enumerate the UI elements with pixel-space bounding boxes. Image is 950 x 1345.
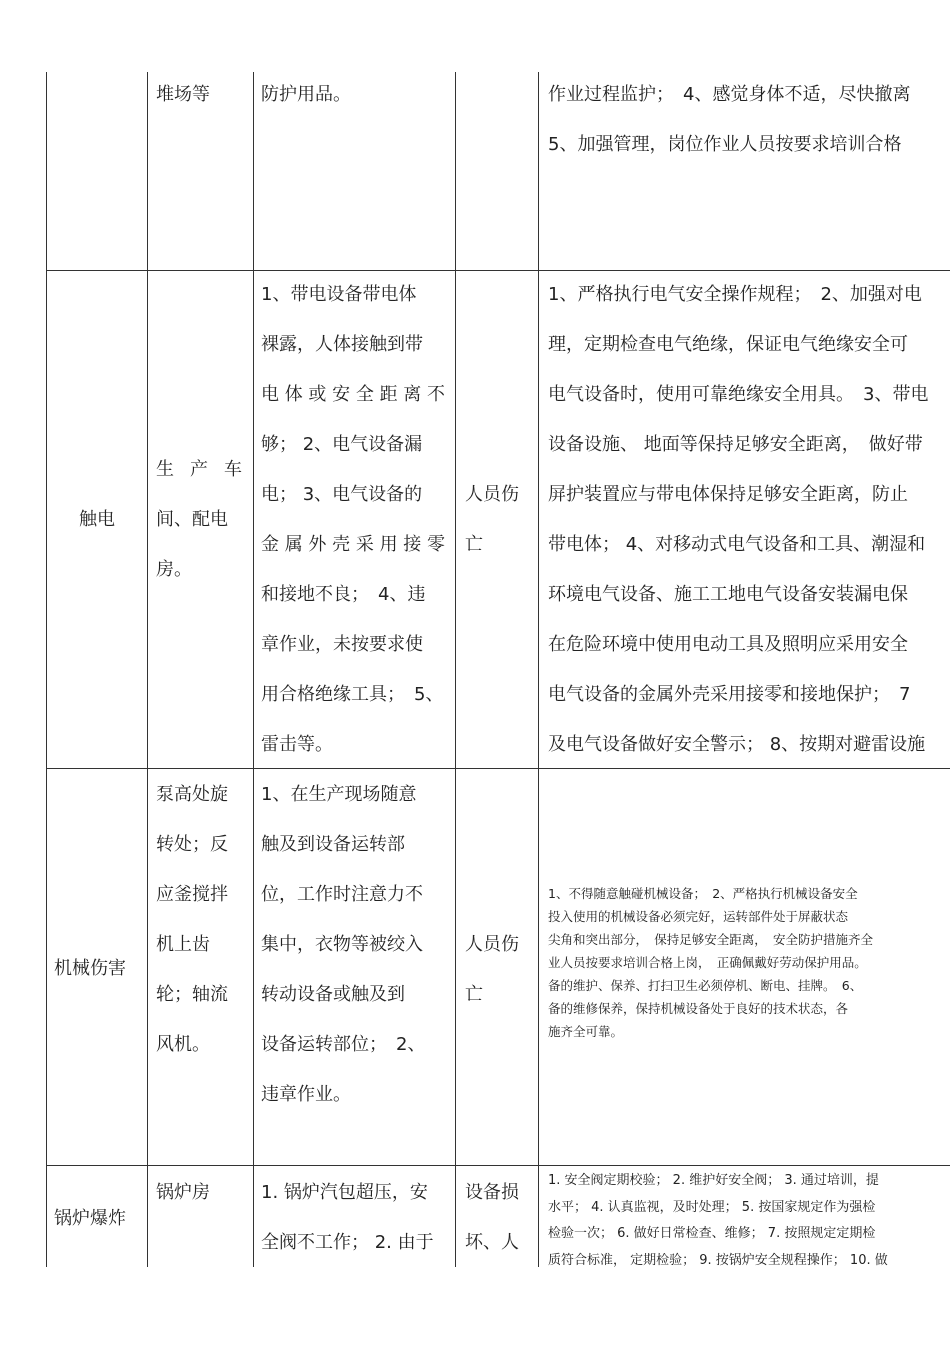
consequence-line: 人员伤 <box>465 934 519 955</box>
location-line: 风机。 <box>156 1034 210 1055</box>
measures-cell <box>548 882 873 1043</box>
measures-line: 及电气设备做好安全警示； 8、按期对避雷设施 <box>548 734 926 755</box>
measures-line: 带电体； 4、对移动式电气设备和工具、潮湿和 <box>548 534 926 555</box>
hazard-name: 触电 <box>79 509 115 530</box>
consequence-line: 亡 <box>465 984 483 1005</box>
measures-line: 业人员按要求培训合格上岗， 正确佩戴好劳动保护用品。 <box>548 955 867 970</box>
measures-line: 质符合标准， 定期检验； 9. 按锅炉安全规程操作； 10. 做 <box>548 1252 888 1268</box>
consequence-line: 设备损 <box>465 1182 519 1203</box>
measures-line: 电气设备的金属外壳采用接零和接地保护； 7 <box>548 684 911 705</box>
causes-line: 转动设备或触及到 <box>261 984 405 1005</box>
consequence-line: 坏、人 <box>465 1232 519 1253</box>
causes-line: 全阀不工作； 2. 由于 <box>261 1232 434 1253</box>
measures-cell <box>548 270 928 770</box>
measures-line: 作业过程监护； 4、感觉身体不适，尽快撤离 <box>548 84 911 105</box>
location-line: 堆场等 <box>156 84 210 105</box>
measures-line: 1、不得随意触碰机械设备； 2、严格执行机械设备安全 <box>548 886 858 901</box>
causes-line: 位，工作时注意力不 <box>261 884 423 905</box>
consequence-line: 人员伤 <box>465 484 519 505</box>
causes-cell <box>261 70 351 120</box>
location-cell <box>156 445 242 595</box>
column-divider <box>538 72 539 1267</box>
measures-line: 环境电气设备、施工工地电气设备安装漏电保 <box>548 584 908 605</box>
consequence-cell <box>465 1168 519 1268</box>
table-border-left <box>46 72 47 1267</box>
location-line: 机上齿 <box>156 934 210 955</box>
hazard-cell <box>54 1194 126 1244</box>
causes-line: 防护用品。 <box>261 84 351 105</box>
consequence-line: 亡 <box>465 534 483 555</box>
hazard-name: 锅炉爆炸 <box>54 1208 126 1229</box>
measures-line: 施齐全可靠。 <box>548 1024 624 1039</box>
causes-line: 触及到设备运转部 <box>261 834 405 855</box>
measures-line: 1、严格执行电气安全操作规程； 2、加强对电 <box>548 284 922 305</box>
measures-line: 在危险环境中使用电动工具及照明应采用安全 <box>548 634 908 655</box>
measures-line: 备的维修保养，保持机械设备处于良好的技术状态，各 <box>548 1001 849 1016</box>
measures-line: 5、加强管理，岗位作业人员按要求培训合格 <box>548 134 902 155</box>
causes-line: 集中，衣物等被绞入 <box>261 934 423 955</box>
causes-line: 1、在生产现场随意 <box>261 784 417 805</box>
hazard-name: 机械伤害 <box>54 958 126 979</box>
measures-line: 尖角和突出部分， 保持足够安全距离， 安全防护措施齐全 <box>548 932 874 947</box>
column-divider <box>455 72 456 1267</box>
hazard-cell <box>54 944 126 994</box>
column-divider <box>253 72 254 1267</box>
measures-line: 备的维护、保养、打扫卫生必须停机、断电、挂牌。 6、 <box>548 978 863 993</box>
causes-cell <box>261 1168 434 1268</box>
row-divider <box>46 1165 950 1166</box>
measures-line: 电气设备时，使用可靠绝缘安全用具。 3、带电 <box>548 384 929 405</box>
causes-line: 章作业，未按要求使 <box>261 634 423 655</box>
measures-cell <box>548 70 910 170</box>
consequence-cell <box>465 470 519 570</box>
causes-line: 雷击等。 <box>261 734 333 755</box>
causes-cell <box>261 770 425 1120</box>
location-line: 转处；反 <box>156 834 228 855</box>
location-line: 轮；轴流 <box>156 984 228 1005</box>
causes-cell <box>261 270 445 770</box>
location-cell <box>156 770 228 1070</box>
measures-line: 检验一次； 6. 做好日常检查、维修； 7. 按照规定定期检 <box>548 1226 876 1241</box>
causes-line: 1、带电设备带电体 <box>261 284 417 305</box>
causes-line: 1. 锅炉汽包超压，安 <box>261 1182 428 1203</box>
column-divider <box>147 72 148 1267</box>
causes-line: 设备运转部位； 2、 <box>261 1034 426 1055</box>
measures-line: 投入使用的机械设备必须完好，运转部件处于屏蔽状态 <box>548 909 849 924</box>
location-line: 锅炉房 <box>156 1182 210 1203</box>
causes-line: 和接地不良； 4、违 <box>261 584 426 605</box>
location-cell <box>156 70 210 120</box>
consequence-cell <box>465 920 519 1020</box>
hazard-cell <box>47 495 147 545</box>
location-line: 生 产 车 <box>156 459 242 480</box>
measures-line: 水平； 4. 认真监视，及时处理； 5. 按国家规定作为强检 <box>548 1199 876 1215</box>
location-line: 泵高处旋 <box>156 784 228 805</box>
location-line: 房。 <box>156 559 192 580</box>
causes-line: 够； 2、电气设备漏 <box>261 434 423 455</box>
measures-line: 1. 安全阀定期校验； 2. 维护好安全阀； 3. 通过培训，提 <box>548 1173 879 1188</box>
causes-line: 电体或安全距离不 <box>261 384 445 405</box>
location-line: 应釜搅拌 <box>156 884 228 905</box>
measures-line: 理，定期检查电气绝缘，保证电气绝缘安全可 <box>548 334 908 355</box>
causes-line: 金属外壳采用接零 <box>261 534 445 555</box>
measures-line: 设备设施、 地面等保持足够安全距离， 做好带 <box>548 434 923 455</box>
measures-line: 屏护装置应与带电体保持足够安全距离，防止 <box>548 484 908 505</box>
location-cell <box>156 1168 210 1218</box>
causes-line: 裸露，人体接触到带 <box>261 334 423 355</box>
measures-cell <box>548 1168 888 1274</box>
causes-line: 用合格绝缘工具； 5、 <box>261 684 444 705</box>
location-line: 间、配电 <box>156 509 228 530</box>
causes-line: 电； 3、电气设备的 <box>261 484 423 505</box>
causes-line: 违章作业。 <box>261 1084 351 1105</box>
